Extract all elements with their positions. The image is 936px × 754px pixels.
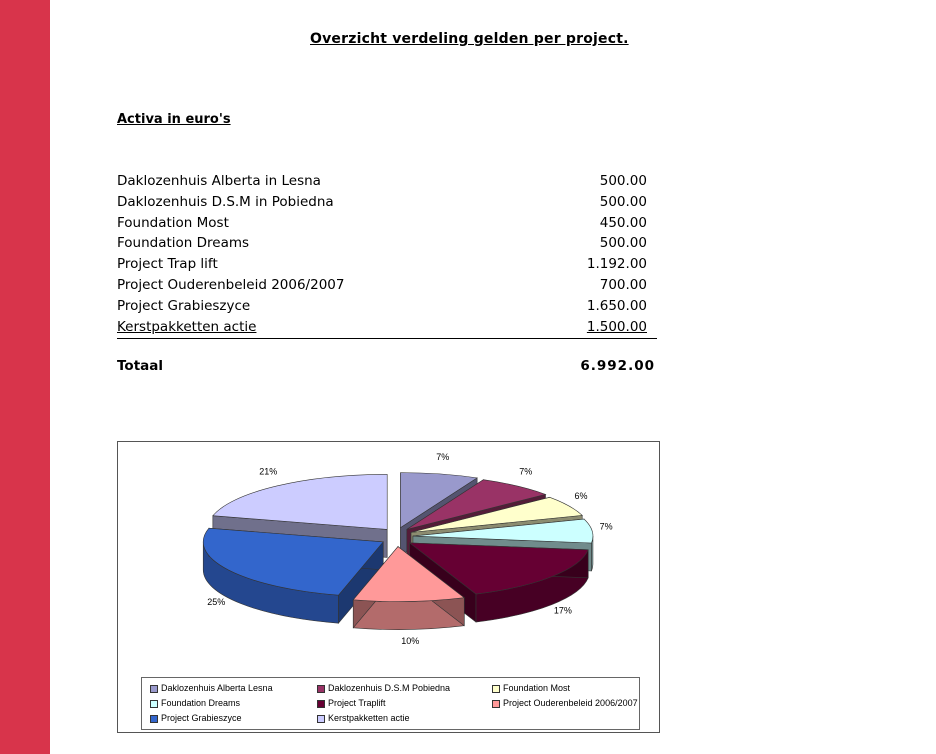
legend-label: Project Grabieszyce <box>161 713 242 723</box>
legend-label: Kerstpakketten actie <box>328 713 410 723</box>
legend-swatch <box>492 685 500 693</box>
legend-swatch <box>317 685 325 693</box>
legend-item <box>317 698 386 708</box>
row-amount: 1.500.00 <box>586 318 647 335</box>
legend-label: Project Traplift <box>328 698 386 708</box>
slice-percentage-label: 21% <box>259 466 278 477</box>
total-label: Totaal <box>117 358 163 374</box>
legend-label: Foundation Dreams <box>161 698 241 708</box>
legend-item <box>492 683 570 693</box>
row-amount: 450.00 <box>599 214 647 231</box>
total-amount: 6.992.00 <box>580 358 655 374</box>
pie-chart <box>117 441 660 733</box>
row-amount: 500.00 <box>599 173 647 189</box>
legend-swatch <box>150 715 158 723</box>
legend-swatch <box>317 715 325 723</box>
slice-percentage-label: 25% <box>207 597 226 608</box>
legend-label: Daklozenhuis D.S.M Pobiedna <box>328 683 451 693</box>
legend-item <box>317 713 410 723</box>
table-row <box>117 235 657 256</box>
pie-chart-plot <box>118 442 659 677</box>
section-title: Activa in euro's <box>117 112 231 127</box>
row-name: Daklozenhuis D.S.M in Pobiedna <box>117 193 334 210</box>
row-name: Foundation Most <box>117 214 229 231</box>
table-row <box>117 215 657 236</box>
chart-legend <box>141 677 640 730</box>
table-row <box>117 298 657 319</box>
legend-swatch <box>150 700 158 708</box>
legend-swatch <box>150 685 158 693</box>
legend-label: Daklozenhuis Alberta Lesna <box>161 683 273 693</box>
row-name: Daklozenhuis Alberta in Lesna <box>117 173 321 189</box>
slice-percentage-label: 17% <box>553 605 572 616</box>
row-name: Foundation Dreams <box>117 235 250 252</box>
slice-percentage-label: 7% <box>599 521 613 532</box>
row-amount: 500.00 <box>599 193 647 210</box>
amounts-table <box>117 173 657 339</box>
slice-percentage-label: 6% <box>574 490 588 501</box>
total-row <box>117 358 657 378</box>
row-name: Project Ouderenbeleid 2006/2007 <box>117 276 345 293</box>
legend-item <box>150 698 240 708</box>
row-amount: 1.192.00 <box>586 256 647 273</box>
row-name: Project Grabieszyce <box>117 297 251 314</box>
slice-percentage-label: 7% <box>519 466 533 477</box>
table-row <box>117 173 657 194</box>
red-margin-bar <box>0 0 50 754</box>
table-row <box>117 277 657 298</box>
legend-item <box>492 698 638 708</box>
row-name: Kerstpakketten actie <box>117 318 257 335</box>
row-amount: 1.650.00 <box>586 297 647 314</box>
page-title: Overzicht verdeling gelden per project. <box>310 31 629 47</box>
table-row <box>117 256 657 277</box>
legend-swatch <box>317 700 325 708</box>
table-row <box>117 319 657 339</box>
legend-label: Project Ouderenbeleid 2006/2007 <box>503 698 638 708</box>
row-name: Project Trap lift <box>117 256 218 273</box>
legend-label: Foundation Most <box>503 683 571 693</box>
legend-swatch <box>492 700 500 708</box>
legend-item <box>150 683 273 693</box>
legend-item <box>150 713 242 723</box>
slice-percentage-label: 10% <box>401 635 420 646</box>
slice-percentage-label: 7% <box>436 451 450 462</box>
table-row <box>117 194 657 215</box>
legend-item <box>317 683 450 693</box>
row-amount: 500.00 <box>599 235 647 252</box>
row-amount: 700.00 <box>599 276 647 293</box>
